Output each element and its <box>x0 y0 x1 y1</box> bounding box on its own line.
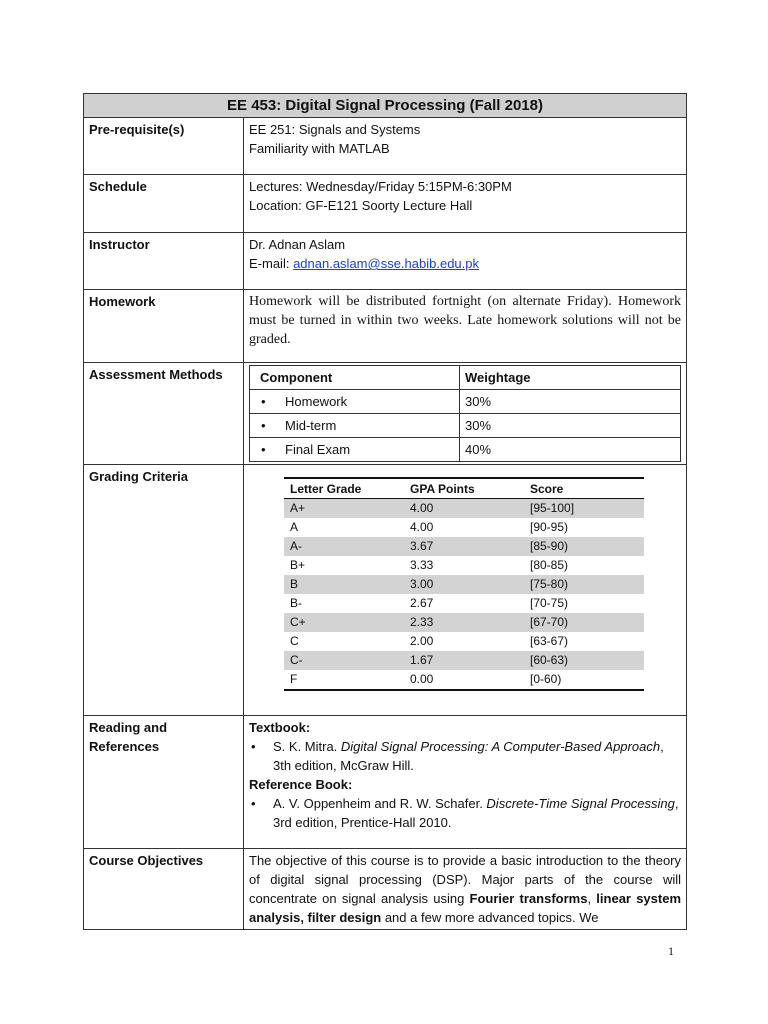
grade-score: [95-100] <box>524 499 644 519</box>
bullet-icon: • <box>261 418 266 433</box>
assessment-row <box>250 438 681 462</box>
objectives-text: The objective of this course is to provide a basic introduction to the theory of digital signal processing (DSP). Major parts of the course will concentrate on signal analysis using Fourier transforms, linear system analysis, filter design and a few more advanced topics. We <box>244 849 687 930</box>
grading-label: Grading Criteria <box>84 465 244 716</box>
grading-table <box>284 477 644 691</box>
grade-gpa: 2.33 <box>404 613 524 632</box>
textbook-item: • S. K. Mitra. Digital Signal Processing: A Computer-Based Approach, 3th edition, McGraw Hill. <box>251 739 664 773</box>
component-weight: 30% <box>460 414 681 438</box>
prereq-line1: EE 251: Signals and Systems <box>249 122 421 137</box>
grade-row <box>284 575 644 594</box>
reference-heading: Reference Book: <box>249 777 353 792</box>
grade-row <box>284 594 644 613</box>
component-weight: 40% <box>460 438 681 462</box>
bullet-icon: • <box>251 796 256 811</box>
grade-letter: A+ <box>284 499 404 519</box>
reference-title: Discrete-Time Signal Processing <box>486 796 675 811</box>
grade-score: [70-75) <box>530 596 569 610</box>
grade-score: [80-85) <box>530 558 569 572</box>
grade-row <box>284 518 644 537</box>
grade-letter: A <box>290 520 299 534</box>
schedule-location: Location: GF-E121 Soorty Lecture Hall <box>249 198 473 213</box>
gpa-header: GPA Points <box>404 478 524 499</box>
email-prefix: E-mail: <box>249 256 294 271</box>
assessment-row <box>250 390 681 414</box>
grade-gpa: 4.00 <box>410 520 434 534</box>
grade-gpa: 1.67 <box>404 651 524 670</box>
grade-header: Letter Grade <box>284 478 404 499</box>
page-number: 1 <box>668 944 674 958</box>
grade-score: [63-67) <box>530 634 569 648</box>
grade-row <box>284 556 644 575</box>
component-name: Mid-term <box>285 418 337 433</box>
grade-letter: B <box>284 575 404 594</box>
grade-score: [60-63) <box>524 651 644 670</box>
assessment-weightage-header: Weightage <box>460 366 681 390</box>
instructor-name: Dr. Adnan Aslam <box>249 237 346 252</box>
course-title: EE 453: Digital Signal Processing (Fall 2018) <box>84 94 687 118</box>
component-weight: 30% <box>460 390 681 414</box>
bullet-icon: • <box>261 442 266 457</box>
schedule-lectures: Lectures: Wednesday/Friday 5:15PM-6:30PM <box>249 179 512 194</box>
syllabus-table <box>83 93 687 930</box>
objectives-label: Course Objectives <box>84 849 244 930</box>
grade-letter: C- <box>284 651 404 670</box>
reference-item: • A. V. Oppenheim and R. W. Schafer. Discrete-Time Signal Processing, 3rd edition, Prentice-Hall 2010. <box>251 796 679 830</box>
instructor-label: Instructor <box>84 233 244 290</box>
schedule-label: Schedule <box>84 175 244 233</box>
grade-letter: C+ <box>284 613 404 632</box>
homework-label: Homework <box>84 290 244 363</box>
grade-letter: F <box>284 670 404 690</box>
grade-row <box>284 670 644 690</box>
schedule-cell <box>244 175 687 233</box>
grade-score: [90-95) <box>530 520 569 534</box>
grade-gpa: 3.00 <box>404 575 524 594</box>
reading-label: Reading and References <box>84 716 244 849</box>
grade-gpa: 3.67 <box>404 537 524 556</box>
grade-score: [75-80) <box>524 575 644 594</box>
assessment-component-header: Component <box>250 366 460 390</box>
grade-gpa: 0.00 <box>404 670 524 690</box>
grade-letter: C <box>290 634 299 648</box>
assessment-table <box>249 365 681 462</box>
component-name: Homework <box>285 394 348 409</box>
grade-letter: B+ <box>290 558 306 572</box>
grade-row <box>284 499 644 519</box>
grade-gpa: 2.00 <box>410 634 434 648</box>
assessment-row <box>250 414 681 438</box>
score-header: Score <box>524 478 644 499</box>
email-link[interactable]: adnan.aslam@sse.habib.edu.pk <box>293 256 479 271</box>
prereq-label: Pre-requisite(s) <box>84 118 244 175</box>
homework-text: Homework will be distributed fortnight (on alternate Friday). Homework must be turned in within two weeks. Late homework solutions will not be graded. <box>244 290 687 363</box>
grade-gpa: 3.33 <box>410 558 434 572</box>
prereq-cell <box>244 118 687 175</box>
grade-score: [85-90) <box>524 537 644 556</box>
reading-cell <box>244 716 687 849</box>
grade-gpa: 2.67 <box>410 596 434 610</box>
instructor-email-line <box>249 254 681 273</box>
assessment-label: Assessment Methods <box>84 363 244 465</box>
grade-gpa: 4.00 <box>404 499 524 519</box>
grade-letter: A- <box>284 537 404 556</box>
prereq-line2: Familiarity with MATLAB <box>249 141 390 156</box>
grade-score: [67-70) <box>524 613 644 632</box>
grading-cell <box>244 465 687 716</box>
grade-row <box>284 651 644 670</box>
grade-row <box>284 632 644 651</box>
grade-row <box>284 613 644 632</box>
bullet-icon: • <box>261 394 266 409</box>
grade-row <box>284 537 644 556</box>
component-name: Final Exam <box>285 442 351 457</box>
bullet-icon: • <box>251 739 256 754</box>
assessment-cell <box>244 363 687 465</box>
grade-letter: B- <box>290 596 302 610</box>
textbook-title: Digital Signal Processing: A Computer-Based Approach <box>340 739 661 754</box>
textbook-heading: Textbook: <box>249 720 311 735</box>
grade-score: [0-60) <box>524 670 644 690</box>
instructor-cell <box>244 233 687 290</box>
